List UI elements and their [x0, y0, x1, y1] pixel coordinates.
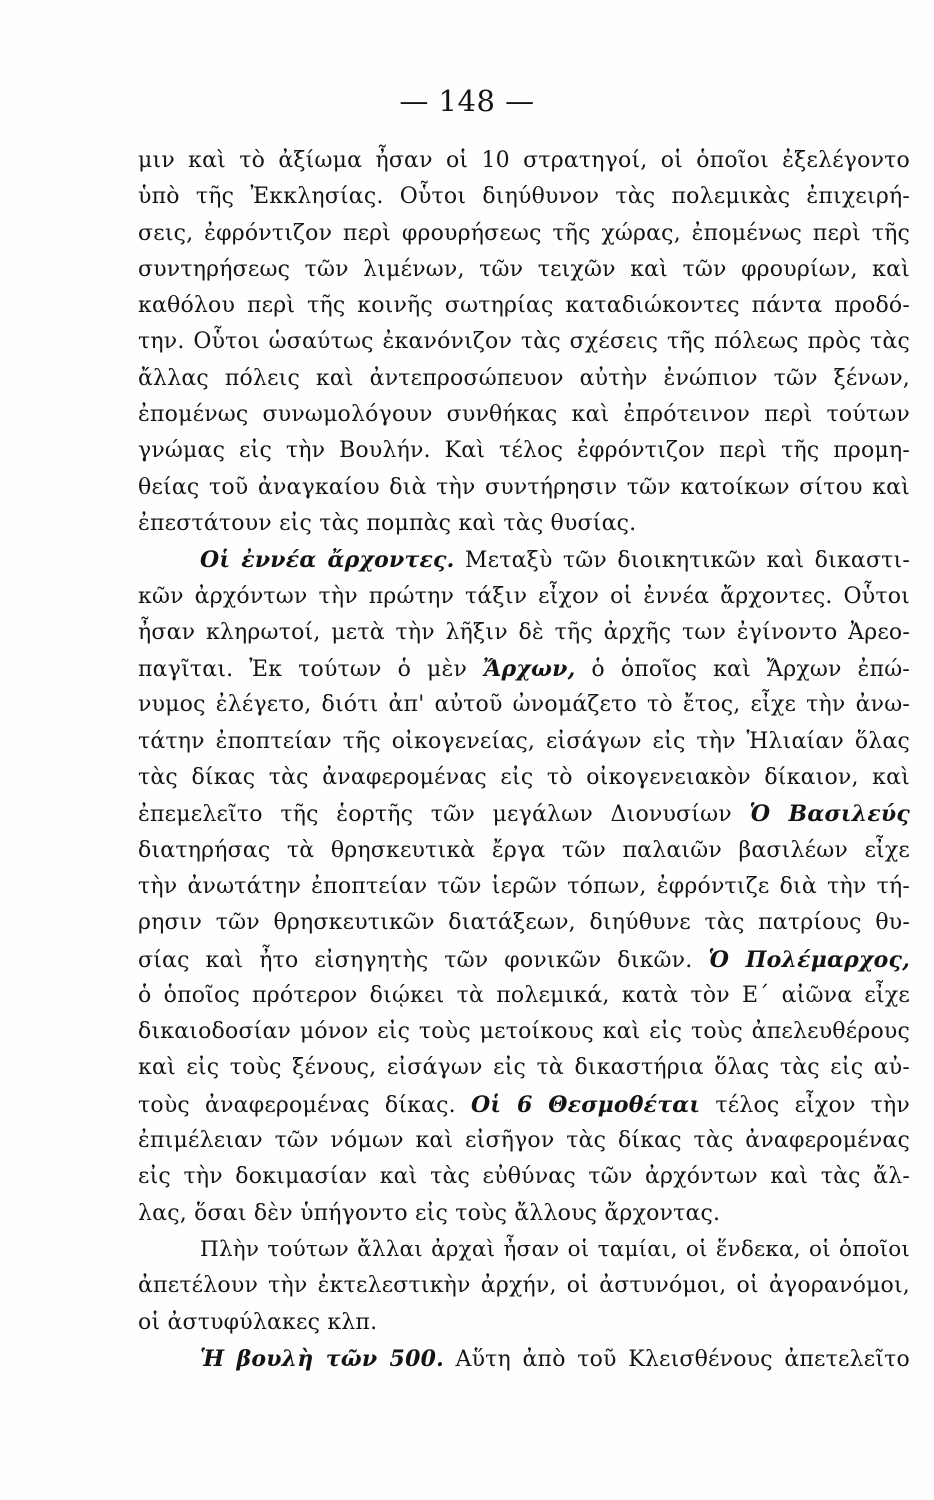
text-segment: ὁ ὁποῖος πρότερον διῴκει τὰ πολεμικά, κατὰ τὸν Ε΄ αἰῶνα εἶχε [138, 982, 910, 1008]
text-segment: ρησιν τῶν θρησκευτικῶν διατάξεων, διηύθυνε τὰς πατρίους θυ- [138, 910, 910, 936]
text-segment: Αὕτη ἀπὸ τοῦ Κλεισθένους ἀπετελεῖτο [443, 1346, 910, 1372]
text-line [138, 324, 910, 360]
text-segment: νυμος ἐλέγετο, διότι ἀπ' αὐτοῦ ὠνομάζετο τὸ ἔτος, εἶχε τὴν ἀνω- [138, 692, 910, 718]
text-segment: τάτην ἐποπτείαν τῆς οἰκογενείας, εἰσάγων εἰς τὴν Ἡλιαίαν ὅλας [138, 728, 910, 754]
text-segment: σεις, ἐφρόντιζον περὶ φρουρήσεως τῆς χώρας, ἐπομένως περὶ τῆς [138, 220, 910, 246]
text-line [138, 433, 910, 469]
text-line [138, 1159, 910, 1195]
section-heading: Ὁ Βασιλεύς [749, 801, 910, 828]
text-line [138, 1341, 910, 1377]
text-segment: ἐπεμελεῖτο τῆς ἑορτῆς τῶν μεγάλων Διονυσίων [138, 802, 750, 828]
text-segment: γνώμας εἰς τὴν Βουλήν. Καὶ τέλος ἐφρόντιζον περὶ τῆς προμη- [138, 438, 910, 464]
text-segment: κῶν ἀρχόντων τὴν πρώτην τάξιν εἶχον οἱ ἐννέα ἄρχοντες. Οὗτοι [138, 583, 910, 609]
text-line [138, 1268, 910, 1304]
text-segment: μιν καὶ τὸ ἀξίωμα ἦσαν οἱ 10 στρατηγοί, οἱ ὁποῖοι ἐξελέγοντο [138, 148, 910, 173]
text-line [138, 869, 910, 905]
section-heading: Ἄρχων, [483, 656, 576, 683]
text-line [138, 288, 910, 324]
text-segment: σίας καὶ ἦτο εἰσηγητὴς τῶν φονικῶν δικῶν. [138, 947, 709, 973]
text-line [138, 1014, 910, 1050]
text-line [138, 1196, 910, 1232]
text-line [138, 651, 910, 687]
text-line [138, 216, 910, 252]
text-line [138, 833, 910, 869]
text-segment: ἐπεστάτουν εἰς τὰς πομπὰς καὶ τὰς θυσίας. [138, 510, 637, 536]
text-line [138, 1232, 910, 1268]
body-text [138, 143, 910, 1377]
text-segment: ἀπετέλουν τὴν ἐκτελεστικὴν ἀρχήν, οἱ ἀστυνόμοι, οἱ ἀγορανόμοι, [138, 1273, 910, 1299]
page-number: — 148 — [399, 84, 535, 118]
text-line [138, 905, 910, 941]
section-heading: Οἱ 6 Θεσμοθέται [470, 1091, 701, 1118]
text-segment: συντηρήσεως τῶν λιμένων, τῶν τειχῶν καὶ τῶν φρουρίων, καὶ [138, 256, 910, 282]
text-segment: τὰς δίκας τὰς ἀναφερομένας εἰς τὸ οἰκογενειακὸν δίκαιον, καὶ [138, 765, 910, 791]
text-segment: Μεταξὺ τῶν διοικητικῶν καὶ δικαστι- [454, 548, 910, 574]
text-segment: ὁ ὁποῖος καὶ Ἄρχων ἐπώ- [575, 657, 910, 683]
text-segment: ὑπὸ τῆς Ἐκκλησίας. Οὗτοι διηύθυνον τὰς πολεμικὰς ἐπιχειρή- [138, 184, 910, 210]
text-line [138, 470, 910, 506]
text-line [138, 1050, 910, 1086]
text-segment: οἱ ἀστυφύλακες κλπ. [138, 1309, 378, 1335]
text-line [138, 760, 910, 796]
section-heading: Ἡ βουλὴ τῶν 500. [200, 1345, 444, 1372]
text-segment: θείας τοῦ ἀναγκαίου διὰ τὴν συντήρησιν τῶν κατοίκων σίτου καὶ [138, 474, 910, 500]
text-segment: διατηρήσας τὰ θρησκευτικὰ ἔργα τῶν παλαιῶν βασιλέων εἶχε [138, 837, 910, 863]
text-line [138, 1087, 910, 1123]
text-line [138, 942, 910, 978]
text-line [138, 579, 910, 615]
text-segment: την. Οὗτοι ὡσαύτως ἐκανόνιζον τὰς σχέσεις τῆς πόλεως πρὸς τὰς [138, 329, 910, 355]
text-segment: ἄλλας πόλεις καὶ ἀντεπροσώπευον αὐτὴν ἐνώπιον τῶν ξένων, [138, 365, 910, 391]
text-line [138, 252, 910, 288]
text-segment: Πλὴν τούτων ἄλλαι ἀρχαὶ ἦσαν οἱ ταμίαι, οἱ ἕνδεκα, οἱ ὁποῖοι [200, 1236, 910, 1262]
text-segment: λας, ὅσαι δὲν ὑπήγοντο εἰς τοὺς ἄλλους ἄρχοντας. [138, 1200, 721, 1226]
text-segment: εἰς τὴν δοκιμασίαν καὶ τὰς εὐθύνας τῶν ἀρχόντων καὶ τὰς ἄλ- [138, 1164, 910, 1190]
text-segment: καθόλου περὶ τῆς κοινῆς σωτηρίας καταδιώκοντες πάντα προδό- [138, 293, 910, 319]
text-line [138, 1123, 910, 1159]
section-heading: Ὁ Πολέμαρχος, [708, 946, 910, 973]
text-line [138, 687, 910, 723]
text-segment: παγῖται. Ἐκ τούτων ὁ μὲν [138, 657, 483, 683]
text-line [138, 179, 910, 215]
text-line [138, 796, 910, 832]
text-segment: καὶ εἰς τοὺς ξένους, εἰσάγων εἰς τὰ δικαστήρια ὅλας τὰς εἰς αὐ- [138, 1055, 910, 1081]
text-line [138, 397, 910, 433]
section-heading: Οἱ ἐννέα ἄρχοντες. [200, 547, 455, 574]
text-line [138, 615, 910, 651]
text-segment: τὴν ἀνωτάτην ἐποπτείαν τῶν ἱερῶν τόπων, ἐφρόντιζε διὰ τὴν τή- [138, 873, 910, 899]
text-segment: δικαιοδοσίαν μόνον εἰς τοὺς μετοίκους καὶ εἰς τοὺς ἀπελευθέρους [138, 1019, 910, 1045]
text-segment: ἦσαν κληρωτοί, μετὰ τὴν λῆξιν δὲ τῆς ἀρχῆς των ἐγίνοντο Ἀρεο- [138, 619, 910, 645]
text-segment: τοὺς ἀναφερομένας δίκας. [138, 1092, 471, 1118]
text-line [138, 978, 910, 1014]
text-segment: ἐπομένως συνωμολόγουν συνθήκας καὶ ἐπρότεινον περὶ τούτων [138, 402, 910, 428]
text-line [138, 361, 910, 397]
text-segment: ἐπιμέλειαν τῶν νόμων καὶ εἰσῆγον τὰς δίκας τὰς ἀναφερομένας [138, 1128, 910, 1154]
text-line [138, 506, 910, 542]
text-line [138, 542, 910, 578]
text-line [138, 724, 910, 760]
text-segment: τέλος εἶχον τὴν [700, 1092, 910, 1118]
text-line [138, 143, 910, 179]
text-line [138, 1305, 910, 1341]
